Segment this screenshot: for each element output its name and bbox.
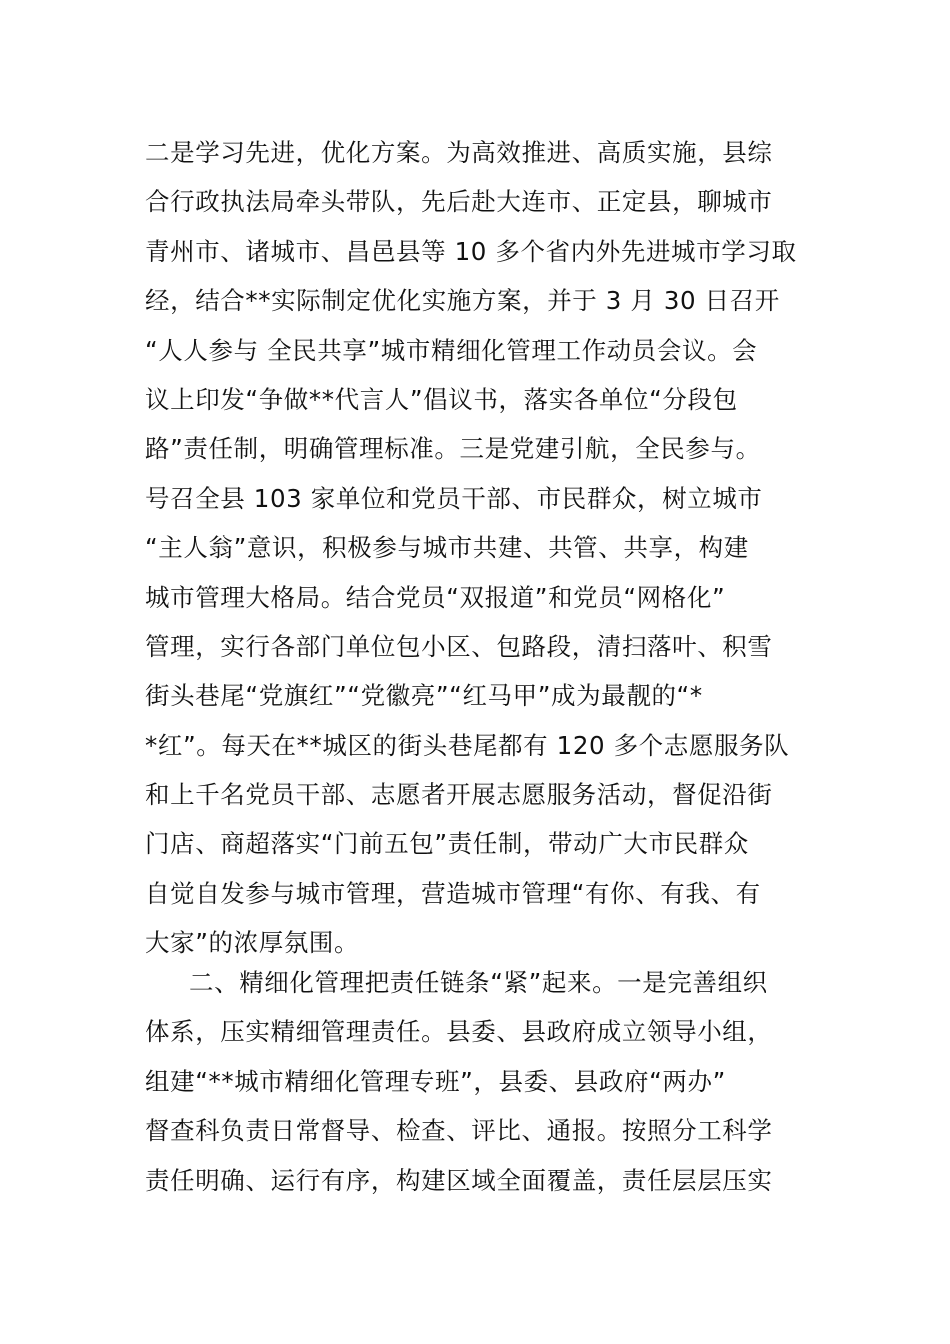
text-line: 青州市、诸城市、昌邑县等 10 多个省内外先进城市学习取 — [145, 236, 797, 266]
paragraph-2 — [145, 958, 825, 1205]
text-line: *红”。每天在**城区的街头巷尾都有 120 多个志愿服务队 — [145, 730, 790, 760]
text-line: 督查科负责日常督导、检查、评比、通报。按照分工科学 — [145, 1116, 773, 1146]
text-line: 责任明确、运行有序，构建区域全面覆盖，责任层层压实 — [145, 1165, 773, 1195]
text-line: 管理，实行各部门单位包小区、包路段，清扫落叶、积雪 — [145, 631, 773, 661]
text-line: 门店、商超落实“门前五包”责任制，带动广大市民群众 — [145, 829, 749, 859]
text-line: 大家”的浓厚氛围。 — [145, 928, 360, 958]
text-line: 号召全县 103 家单位和党员干部、市民群众，树立城市 — [145, 483, 763, 513]
text-line: 组建“**城市精细化管理专班”，县委、县政府“两办” — [145, 1066, 726, 1096]
text-line: 二、精细化管理把责任链条“紧”起来。一是完善组织 — [189, 968, 768, 997]
text-line: 议上印发“争做**代言人”倡议书，落实各单位“分段包 — [145, 384, 738, 414]
text-line: 自觉自发参与城市管理，营造城市管理“有你、有我、有 — [145, 878, 761, 908]
text-line: 城市管理大格局。结合党员“双报道”和党员“网格化” — [145, 582, 726, 612]
text-line: 经，结合**实际制定优化实施方案，并于 3 月 30 日召开 — [145, 286, 780, 316]
text-line: “主人翁”意识，积极参与城市共建、共管、共享，构建 — [145, 533, 749, 563]
paragraph-1 — [145, 128, 825, 968]
text-line: 街头巷尾“党旗红”“党徽亮”“红马甲”成为最靓的“* — [145, 681, 703, 711]
text-line: 体系，压实精细管理责任。县委、县政府成立领导小组， — [145, 1017, 773, 1047]
text-line: 和上千名党员干部、志愿者开展志愿服务活动，督促沿街 — [145, 780, 773, 810]
text-line: 合行政执法局牵头带队，先后赴大连市、正定县，聊城市 — [145, 187, 773, 217]
text-line: “人人参与 全民共享”城市精细化管理工作动员会议。会 — [145, 335, 758, 365]
text-line: 二是学习先进，优化方案。为高效推进、高质实施，县综 — [145, 138, 773, 167]
text-line: 路”责任制，明确管理标准。三是党建引航，全民参与。 — [145, 434, 761, 464]
